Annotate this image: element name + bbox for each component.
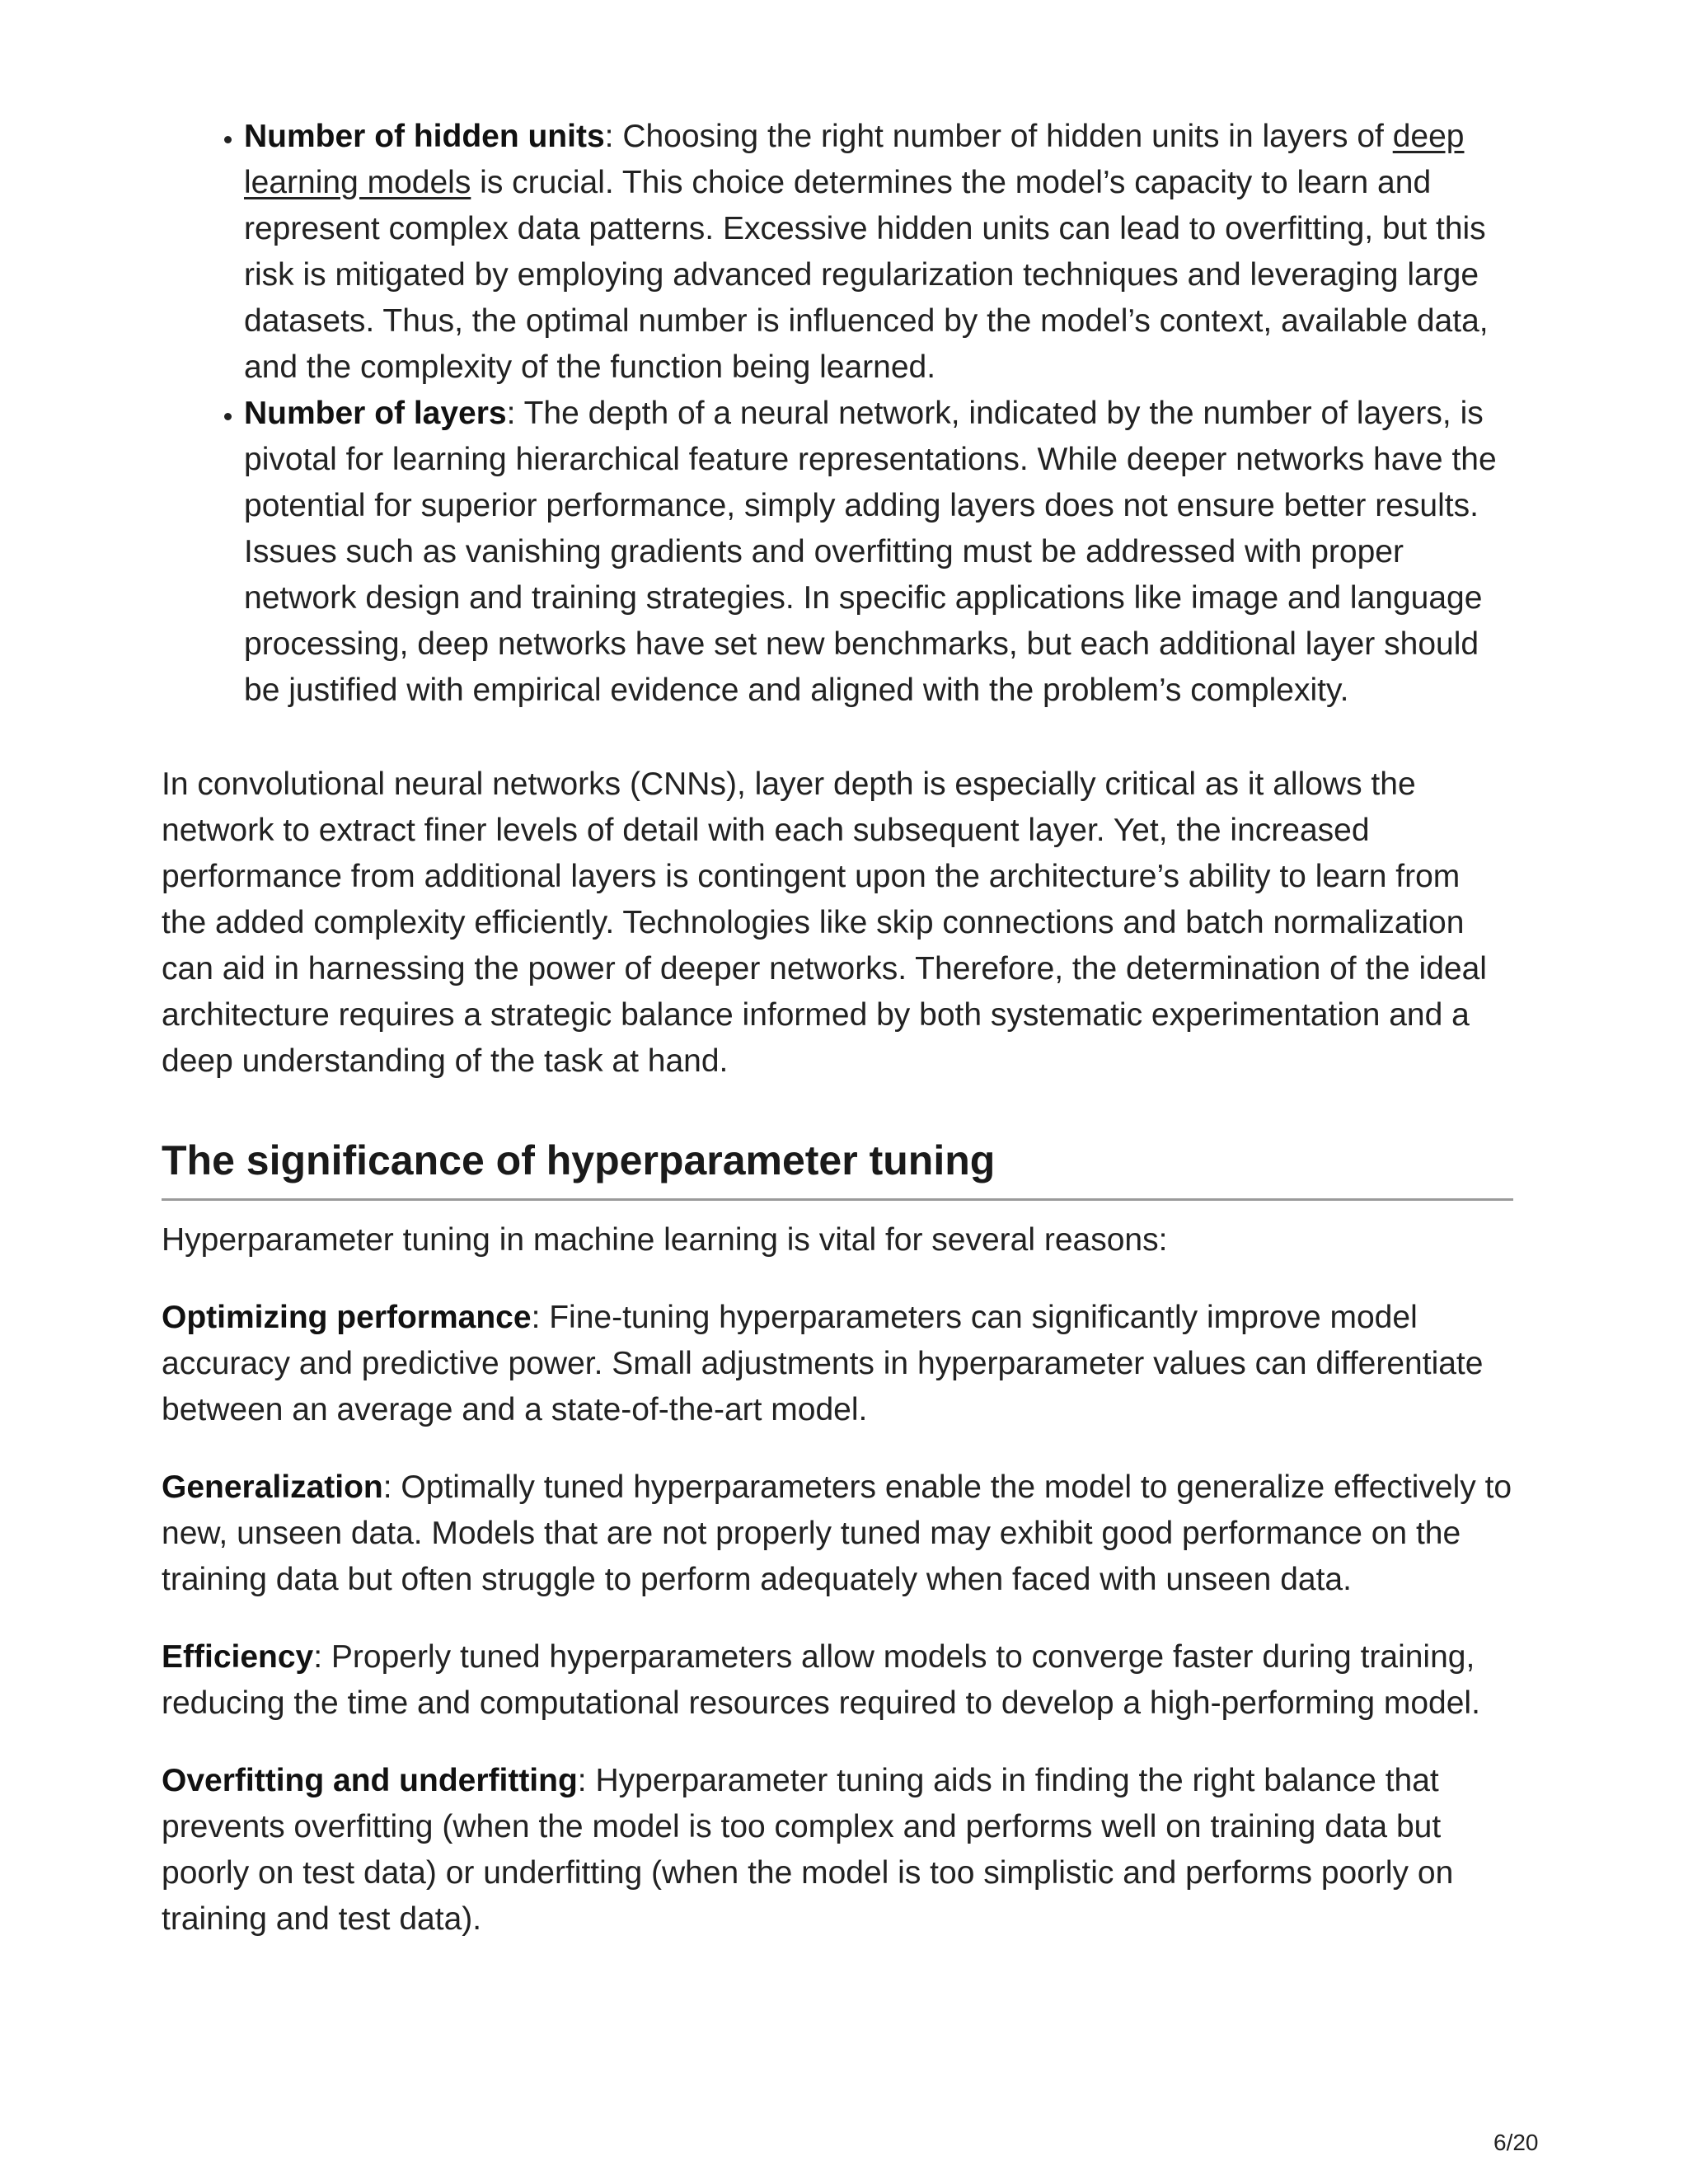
paragraph-term: Optimizing performance <box>162 1300 532 1335</box>
deep-learning-models-link[interactable]: deep learning models <box>244 119 1465 200</box>
paragraph-optimizing-performance <box>162 1295 1513 1433</box>
section-intro: Hyperparameter tuning in machine learning is vital for several reasons: <box>162 1222 1168 1258</box>
bullet-text: : The depth of a neural network, indicated by the number of layers, is pivotal for learning hierarchical feature representations. While deeper networks have the potential for superior performance, simply adding layers does not ensure better results. Issues such as vanishing gradients and overfitting must be addressed with proper network design and training strategies. In specific applications like image and language processing, deep networks have set new benchmarks, but each additional layer should be justified with empirical evidence and aligned with the problem’s complexity. <box>244 396 1497 708</box>
paragraph-generalization <box>162 1465 1513 1603</box>
article-content <box>162 114 1513 1943</box>
bullet-number-of-layers <box>244 391 1513 714</box>
architecture-bullet-list <box>162 114 1513 714</box>
paragraph-text: : Fine-tuning hyperparameters can significantly improve model accuracy and predictive power. Small adjustments in hyperparameter values can differentiate between an average and a state-of-the-art model. <box>162 1300 1484 1427</box>
paragraph-efficiency <box>162 1634 1513 1727</box>
page-number: 6/20 <box>1493 2130 1539 2155</box>
bullet-text: is crucial. This choice determines the model’s capacity to learn and represent complex data patterns. Excessive hidden units can lead to overfitting, but this risk is mitigated by employing advanced regularization techniques and leveraging large datasets. Thus, the optimal number is influenced by the model’s context, available data, and the complexity of the function being learned. <box>244 165 1489 385</box>
cnn-paragraph: In convolutional neural networks (CNNs), layer depth is especially critical as it allows the network to extract finer levels of detail with each subsequent layer. Yet, the increased performance from additional layers is contingent upon the architecture’s ability to learn from the added complexity efficiently. Technologies like skip connections and batch normalization can aid in harnessing the power of deeper networks. Therefore, the determination of the ideal architecture requires a strategic balance informed by both systematic experimentation and a deep understanding of the task at hand. <box>162 766 1487 1079</box>
paragraph-text: : Properly tuned hyperparameters allow models to converge faster during training, reducing the time and computational resources required to develop a high-performing model. <box>162 1639 1480 1721</box>
bullet-hidden-units <box>244 114 1513 391</box>
bullet-term: Number of hidden units <box>244 119 605 154</box>
paragraph-term: Overfitting and underfitting <box>162 1763 578 1798</box>
bullet-text: : Choosing the right number of hidden units in layers of <box>604 119 1393 154</box>
paragraph-term: Efficiency <box>162 1639 314 1675</box>
paragraph-text: : Optimally tuned hyperparameters enable the model to generalize effectively to new, unseen data. Models that are not properly tuned may exhibit good performance on the training data but often struggle to perform adequately when faced with unseen data. <box>162 1469 1512 1597</box>
paragraph-overfitting-underfitting <box>162 1758 1513 1943</box>
bullet-term: Number of layers <box>244 396 507 431</box>
paragraph-text: : Hyperparameter tuning aids in finding the right balance that prevents overfitting (when the model is too complex and performs well on training data but poorly on test data) or underfitting (when the model is too simplistic and performs poorly on training and test data). <box>162 1763 1454 1937</box>
paragraph-term: Generalization <box>162 1469 383 1505</box>
section-heading: The significance of hyperparameter tuning <box>162 1134 1513 1201</box>
